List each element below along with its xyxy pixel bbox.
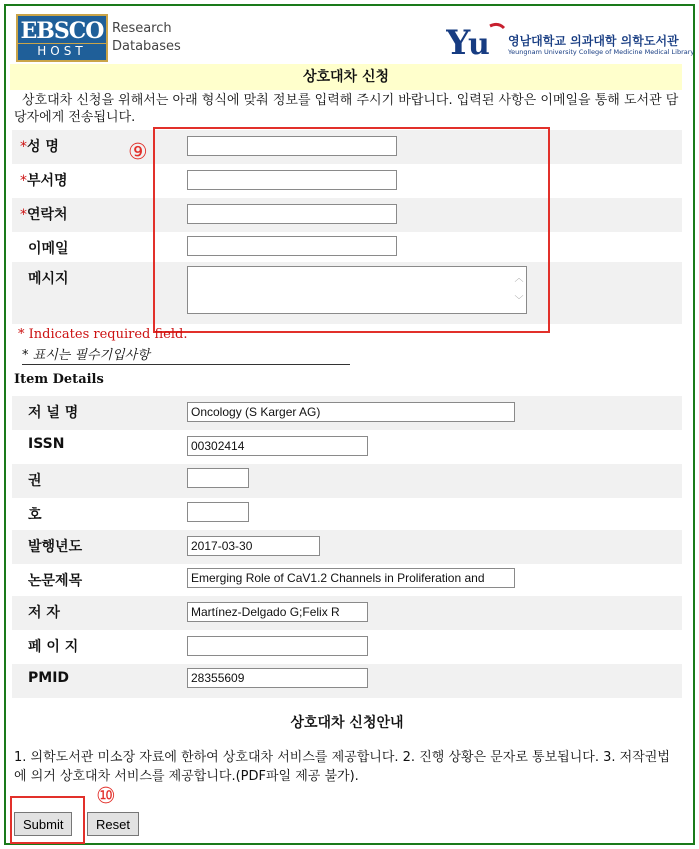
volume-row <box>12 464 682 498</box>
required-note-ko: * 표시는 필수기입사항 <box>22 344 350 365</box>
pubdate-input[interactable] <box>187 536 320 556</box>
issn-label: ISSN <box>28 436 65 452</box>
article-row <box>12 564 682 598</box>
pmid-label: PMID <box>28 670 70 686</box>
databases-text: Databases <box>112 39 181 54</box>
required-mark: * <box>20 139 27 155</box>
journal-input[interactable] <box>187 402 515 422</box>
yu-logo-icon <box>446 20 506 60</box>
submit-button[interactable]: Submit <box>14 812 72 836</box>
author-input[interactable] <box>187 602 368 622</box>
issue-label: 호 <box>28 507 42 523</box>
volume-input[interactable] <box>187 468 249 488</box>
library-name: 영남대학교 의과대학 의학도서관 <box>508 34 679 48</box>
scroll-up-icon[interactable]: ︿ <box>514 274 524 284</box>
guide-title: 상호대차 신청안내 <box>290 715 404 731</box>
article-input[interactable] <box>187 568 515 588</box>
volume-label: 권 <box>28 473 42 489</box>
callout-9: ⑨ <box>128 140 148 165</box>
email-label: 이메일 <box>28 241 69 257</box>
pages-input[interactable] <box>187 636 368 656</box>
issue-row <box>12 498 682 532</box>
page-title: 상호대차 신청 <box>10 64 682 90</box>
dept-label: *부서명 <box>20 173 68 189</box>
journal-row <box>12 396 682 430</box>
pubdate-row <box>12 530 682 564</box>
author-row <box>12 596 682 630</box>
issn-input[interactable] <box>187 436 368 456</box>
pages-row <box>12 630 682 664</box>
issue-input[interactable] <box>187 502 249 522</box>
callout-10: ⑩ <box>96 784 116 809</box>
item-details-heading: Item Details <box>14 372 104 387</box>
host-logo-text: HOST <box>18 43 106 58</box>
required-mark: * <box>20 173 27 189</box>
required-mark: * <box>20 207 27 223</box>
library-sub-name: Yeungnam University College of Medicine Medical Library <box>508 48 695 56</box>
message-label: 메시지 <box>28 271 69 287</box>
reset-button[interactable]: Reset <box>87 812 139 836</box>
author-label: 저 자 <box>28 605 60 621</box>
intro-text: 상호대차 신청을 위해서는 아래 형식에 맞춰 정보를 입력해 주시기 바랍니다. 입력된 사항은 이메일을 통해 도서관 담당자에게 전송됩니다. <box>14 93 679 125</box>
name-label: *성 명 <box>20 139 59 155</box>
ebsco-logo-text: EBSCO <box>20 18 104 44</box>
pmid-row <box>12 664 682 698</box>
phone-label: *연락처 <box>20 207 68 223</box>
scroll-down-icon[interactable]: ﹀ <box>514 296 524 306</box>
header <box>10 10 695 66</box>
pubdate-label: 발행년도 <box>28 539 83 555</box>
required-note-en: * Indicates required field. <box>18 327 188 342</box>
guide-text: 1. 의학도서관 미소장 자료에 한하여 상호대차 서비스를 제공합니다. 2. 진행 상황은 문자로 통보됩니다. 3. 저작권법에 의거 상호대차 서비스를 제공합니다.(PDF파일 제공 불가). <box>14 750 670 784</box>
issn-row <box>12 430 682 464</box>
svg-text:u: u <box>468 27 490 60</box>
highlight-box-contact <box>153 127 550 333</box>
ebsco-host-logo[interactable] <box>16 14 108 62</box>
research-databases-label <box>112 20 181 56</box>
pages-label: 페 이 지 <box>28 639 79 655</box>
journal-label: 저 널 명 <box>28 405 79 421</box>
svg-text:Y: Y <box>446 23 471 60</box>
pmid-input[interactable] <box>187 668 368 688</box>
research-text: Research <box>112 21 172 36</box>
article-label: 논문제목 <box>28 573 83 589</box>
